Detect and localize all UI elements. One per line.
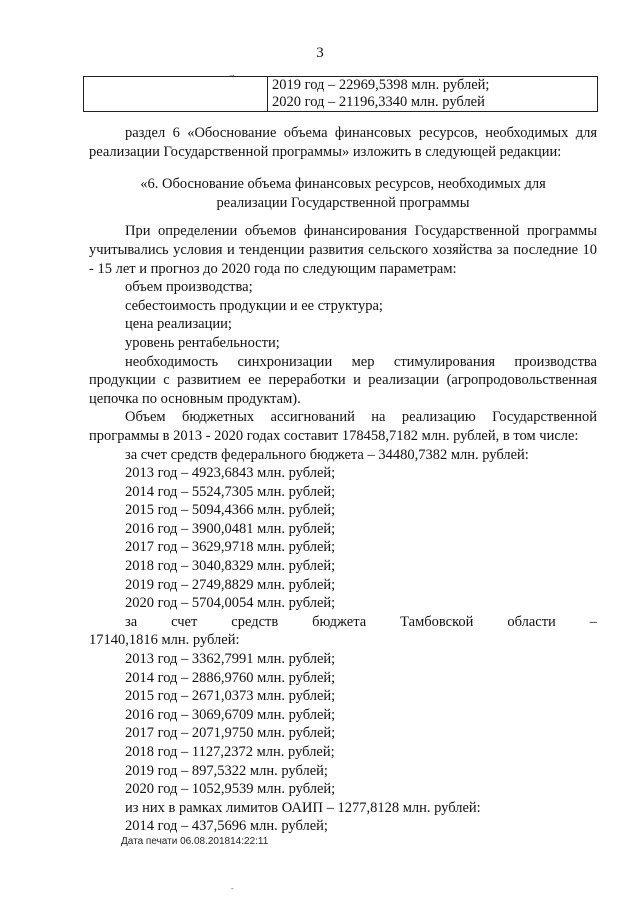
oaip-year-item: 2014 год – 437,5696 млн. рублей; bbox=[125, 818, 328, 835]
param-item: себестоимость продукции и ее структура; bbox=[125, 297, 383, 314]
federal-year-item: 2015 год – 5094,4366 млн. рублей; bbox=[125, 502, 336, 519]
regional-year-item: 2015 год – 2671,0373 млн. рублей; bbox=[125, 688, 336, 705]
table-text-cell bbox=[268, 77, 598, 112]
print-date-footer: Дата печати 06.08.201814:22:11 bbox=[121, 836, 269, 847]
table-line: 2020 год – 21196,3340 млн. рублей bbox=[272, 94, 485, 110]
table-line: 2019 год – 22969,5398 млн. рублей; bbox=[272, 77, 490, 93]
param-item: объем производства; bbox=[125, 279, 253, 296]
scan-mark: - bbox=[231, 884, 234, 893]
federal-year-item: 2019 год – 2749,8829 млн. рублей; bbox=[125, 576, 336, 593]
federal-year-item: 2014 год – 5524,7305 млн. рублей; bbox=[125, 483, 336, 500]
previous-page-table bbox=[83, 76, 598, 112]
section-title-line1: «6. Обоснование объема финансовых ресурсов, необходимых для bbox=[140, 176, 546, 193]
param-item: цена реализации; bbox=[125, 316, 232, 333]
regional-year-item: 2016 год – 3069,6709 млн. рублей; bbox=[125, 706, 336, 723]
scan-mark: → bbox=[228, 70, 236, 79]
paragraph-volume: Объем бюджетных ассигнований на реализацию Государственной программы в 2013 - 2020 годах составит 178458,7182 млн. рублей, в том числе: bbox=[89, 409, 597, 444]
page-number: 3 bbox=[316, 45, 324, 61]
federal-year-item: 2018 год – 3040,8329 млн. рублей; bbox=[125, 558, 336, 575]
regional-title-line2: 17140,1816 млн. рублей: bbox=[89, 632, 240, 649]
regional-year-item: 2018 год – 1127,2372 млн. рублей; bbox=[125, 744, 335, 760]
federal-year-item: 2020 год – 5704,0054 млн. рублей; bbox=[125, 595, 336, 612]
regional-year-item: 2017 год – 2071,9750 млн. рублей; bbox=[125, 725, 336, 742]
regional-year-item: 2020 год – 1052,9539 млн. рублей; bbox=[125, 781, 336, 798]
table-empty-cell bbox=[84, 77, 268, 112]
regional-title-line1: за счет средств бюджета Тамбовской области – bbox=[125, 613, 597, 630]
param-item: уровень рентабельности; bbox=[125, 334, 280, 351]
regional-year-item: 2014 год – 2886,9760 млн. рублей; bbox=[125, 669, 336, 686]
paragraph-params: При определении объемов финансирования Государственной программы учитывались условия и тенденции развития сельского хозяйства за последние 10 - 15 лет и прогноз до 2020 года по следующим параметрам: bbox=[89, 223, 597, 277]
intro-paragraph: раздел 6 «Обоснование объема финансовых ресурсов, необходимых для реализации Государственной программы» изложить в следующей редакции: bbox=[89, 125, 597, 160]
document-body bbox=[89, 124, 597, 836]
federal-year-item: 2016 год – 3900,0481 млн. рублей; bbox=[125, 520, 336, 537]
federal-title: за счет средств федерального бюджета – 34480,7382 млн. рублей: bbox=[125, 446, 529, 463]
regional-year-item: 2019 год – 897,5322 млн. рублей; bbox=[125, 762, 328, 779]
oaip-title: из них в рамках лимитов ОАИП – 1277,8128 млн. рублей: bbox=[125, 799, 481, 816]
section-title-line2: реализации Государственной программы bbox=[216, 194, 470, 211]
federal-year-item: 2017 год – 3629,9718 млн. рублей; bbox=[125, 539, 336, 556]
paragraph-sync: необходимость синхронизации мер стимулирования производства продукции с развитием ее переработки и реализации (агропродовольственная цепочка по основным продуктам). bbox=[89, 353, 597, 407]
federal-year-item: 2013 год – 4923,6843 млн. рублей; bbox=[125, 465, 336, 482]
regional-year-item: 2013 год – 3362,7991 млн. рублей; bbox=[125, 651, 336, 668]
